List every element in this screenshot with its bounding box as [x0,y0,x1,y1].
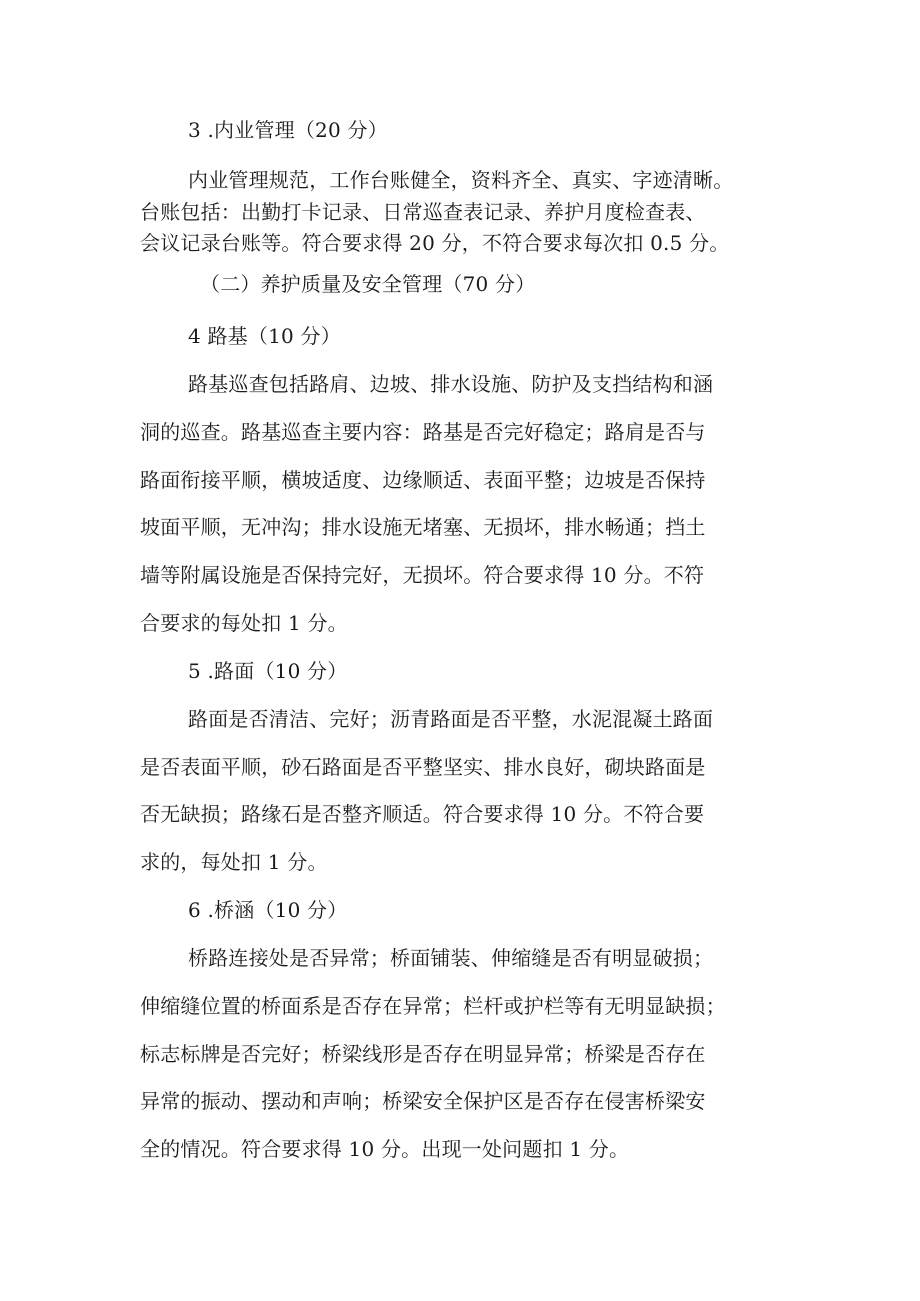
section-4-heading: 4 路基（10 分） [188,324,341,348]
section-6-body-line-5: 全的情况。符合要求得 10 分。出现一处问题扣 1 分。 [140,1137,630,1161]
section-6-body-line-1: 桥路连接处是否异常；桥面铺装、伸缩缝是否有明显破损； [188,946,714,970]
section-4-body-line-4: 坡面平顺，无冲沟；排水设施无堵塞、无损坏，排水畅通；挡土 [140,515,706,539]
section-3-heading: 3 .内业管理（20 分） [188,118,388,142]
section-4-body-line-3: 路面衔接平顺，横坡适度、边缘顺适、表面平整；边坡是否保持 [140,468,706,492]
section-6-body-line-2: 伸缩缝位置的桥面系是否存在异常；栏杆或护栏等有无明显缺损； [140,994,726,1018]
section-3-body-line-1: 内业管理规范，工作台账健全，资料齐全、真实、字迹清晰。 [188,168,734,192]
section-3-body-line-3: 会议记录台账等。符合要求得 20 分，不符合要求每次扣 0.5 分。 [140,231,730,255]
part-2-heading: （二）养护质量及安全管理（70 分） [200,272,536,296]
section-6-heading: 6 .桥涵（10 分） [188,898,348,922]
section-5-heading: 5 .路面（10 分） [188,659,348,683]
section-5-body-line-3: 否无缺损；路缘石是否整齐顺适。符合要求得 10 分。不符合要 [140,802,705,826]
section-5-body-line-1: 路面是否清洁、完好；沥青路面是否平整，水泥混凝土路面 [188,707,714,731]
section-6-body-line-3: 标志标牌是否完好；桥梁线形是否存在明显异常；桥梁是否存在 [140,1042,706,1066]
section-4-body-line-1: 路基巡查包括路肩、边坡、排水设施、防护及支挡结构和涵 [188,372,714,396]
section-4-body-line-2: 洞的巡查。路基巡查主要内容：路基是否完好稳定；路肩是否与 [140,420,706,444]
section-4-body-line-6: 合要求的每处扣 1 分。 [140,611,348,635]
section-4-body-line-5: 墙等附属设施是否保持完好，无损坏。符合要求得 10 分。不符 [140,563,705,587]
section-5-body-line-2: 是否表面平顺，砂石路面是否平整坚实、排水良好，砌块路面是 [140,755,706,779]
section-5-body-line-4: 求的，每处扣 1 分。 [140,850,328,874]
section-3-body-line-2: 台账包括：出勤打卡记录、日常巡查表记录、养护月度检查表、 [140,200,706,224]
section-6-body-line-4: 异常的振动、摆动和声响；桥梁安全保护区是否存在侵害桥梁安 [140,1089,706,1113]
